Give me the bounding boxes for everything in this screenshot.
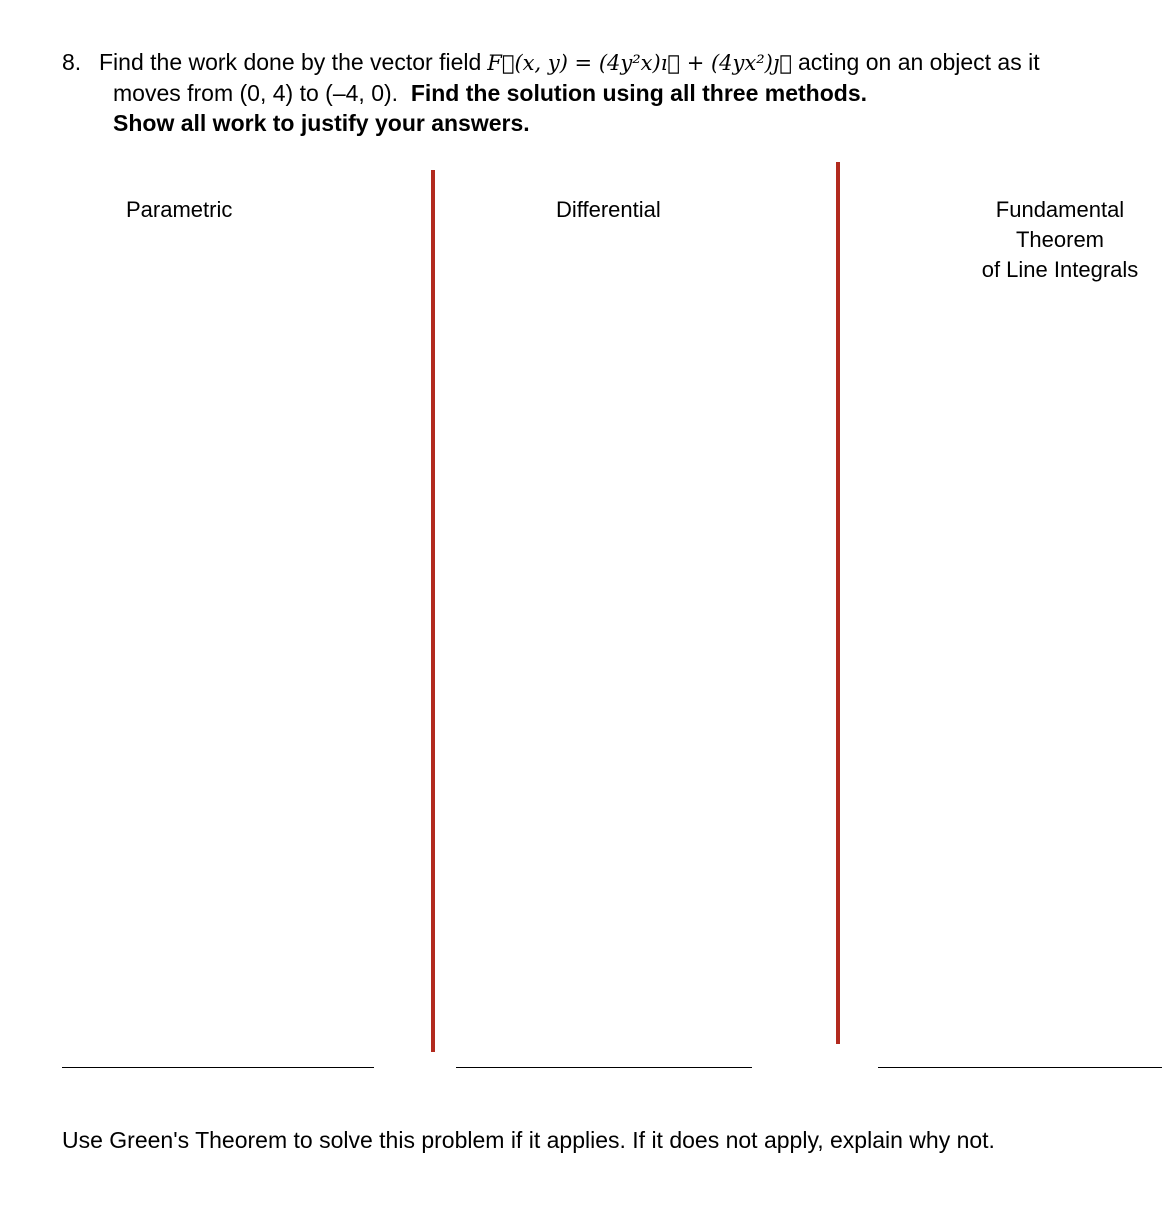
column-divider-left: [431, 170, 435, 1052]
problem-number: 8.: [62, 49, 82, 75]
ftli-label-line-3: of Line Integrals: [981, 257, 1139, 282]
answer-line-fundamental-theorem[interactable]: [878, 1067, 1162, 1068]
column-label-fundamental-theorem: [960, 195, 1160, 285]
answer-line-parametric[interactable]: [62, 1067, 374, 1068]
problem-line-2: [62, 78, 1152, 108]
problem-intro-continued: acting on an object as it: [797, 49, 1040, 75]
show-work-instruction: Show all work to justify your answers.: [113, 110, 530, 136]
problem-statement: [62, 47, 1152, 138]
column-label-parametric: Parametric: [126, 197, 233, 222]
column-divider-right: [836, 162, 840, 1044]
path-description: moves from (0, 4) to (–4, 0).: [113, 80, 399, 106]
vector-field-formula: F⃗(x, y) = (4y²x)ı⃗ + (4yx²)ȷ⃗: [487, 51, 792, 75]
greens-theorem-prompt: Use Green's Theorem to solve this problem if it applies. If it does not apply, explain why not.: [62, 1127, 995, 1153]
ftli-label-line-1: Fundamental: [995, 197, 1125, 222]
problem-intro: Find the work done by the vector field: [99, 49, 482, 75]
problem-line-1: [62, 47, 1152, 78]
ftli-label-line-2: Theorem: [1015, 227, 1105, 252]
column-label-differential: Differential: [556, 197, 661, 222]
methods-instruction: Find the solution using all three methods.: [410, 80, 867, 106]
answer-line-differential[interactable]: [456, 1067, 752, 1068]
